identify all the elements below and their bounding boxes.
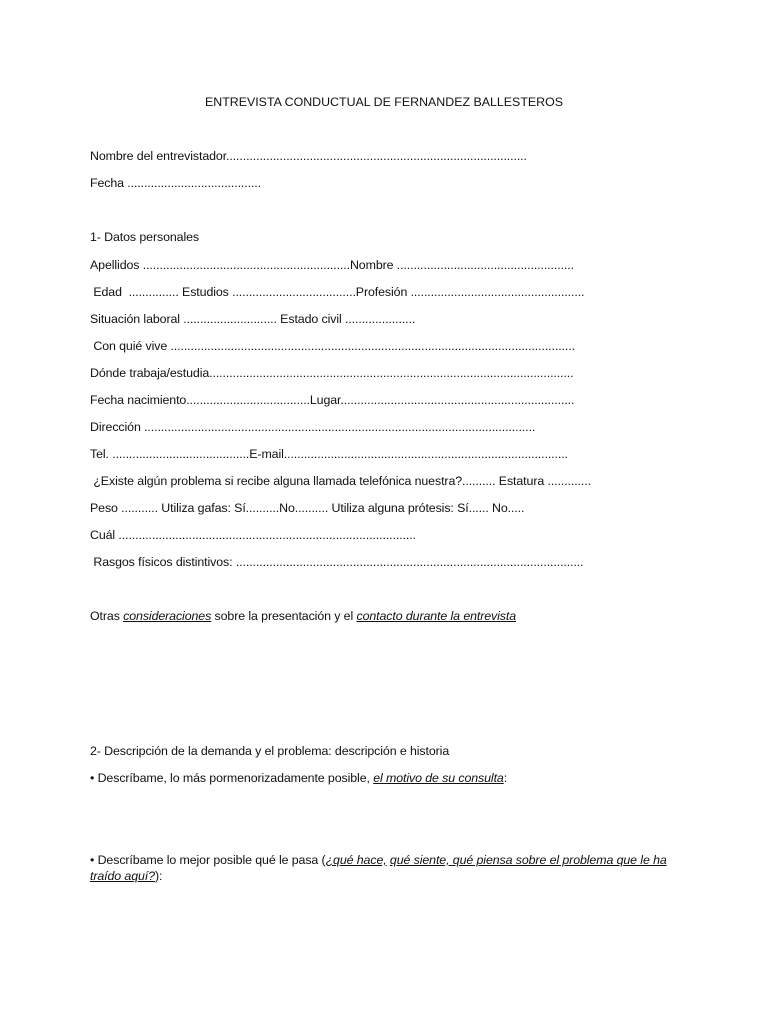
employment-civil-status-field: Situación laboral ............................ Estado civil .....................	[90, 312, 416, 326]
surname-name-field: Apellidos ..............................................................Nombre .....................................................	[90, 258, 574, 272]
what-does-underlined: ¿qué hace,	[325, 853, 387, 867]
date-field: Fecha ........................................	[90, 176, 261, 190]
bullet-consult-reason: • Descríbame, lo más pormenorizadamente posible, el motivo de su consulta:	[90, 771, 508, 785]
distinctive-features-field: Rasgos físicos distintivos: ........................................................................................................	[90, 555, 584, 569]
section2-heading: 2- Descripción de la demanda y el problema: descripción e historia	[90, 744, 450, 758]
consult-reason-underlined: el motivo de su consulta	[373, 771, 504, 785]
lives-with-field: Con quié vive .........................................................................................................................	[90, 339, 575, 353]
age-studies-profession-field: Edad ............... Estudios .....................................Profesión ....................................................	[90, 285, 585, 299]
phone-email-field: Tel. .........................................E-mail.....................................................................................	[90, 447, 568, 461]
considerations-underlined: consideraciones	[123, 609, 212, 623]
document-title: ENTREVISTA CONDUCTUAL DE FERNANDEZ BALLESTEROS	[204, 95, 563, 109]
birth-date-place-field: Fecha nacimiento.....................................Lugar......................................................................	[90, 393, 575, 407]
interviewer-field: Nombre del entrevistador..........................................................................................	[90, 149, 527, 163]
work-study-place-field: Dónde trabaja/estudia.............................................................................................................	[90, 366, 574, 380]
address-field: Dirección .....................................................................................................................	[90, 420, 536, 434]
which-field: Cuál .........................................................................................	[90, 528, 416, 542]
weight-glasses-prosthesis-field: Peso ........... Utiliza gafas: Sí..........No.......... Utiliza alguna prótesis: Sí...... No.....	[90, 501, 525, 515]
feels-thinks-underlined: qué siente, qué piensa sobre el problema que le ha traído aquí?	[90, 853, 667, 883]
call-problem-height-field: ¿Existe algún problema si recibe alguna llamada telefónica nuestra?.......... Estatura .............	[90, 474, 591, 488]
bullet-what-happens: • Descríbame lo mejor posible qué le pasa (¿qué hace, qué siente, qué piensa sobre el problema que le ha traído aquí?):	[90, 853, 667, 883]
section1-heading: 1- Datos personales	[90, 230, 199, 244]
other-considerations-line: Otras consideraciones sobre la presentación y el contacto durante la entrevista	[90, 609, 517, 623]
contact-underlined: contacto durante la entrevista	[356, 609, 517, 623]
